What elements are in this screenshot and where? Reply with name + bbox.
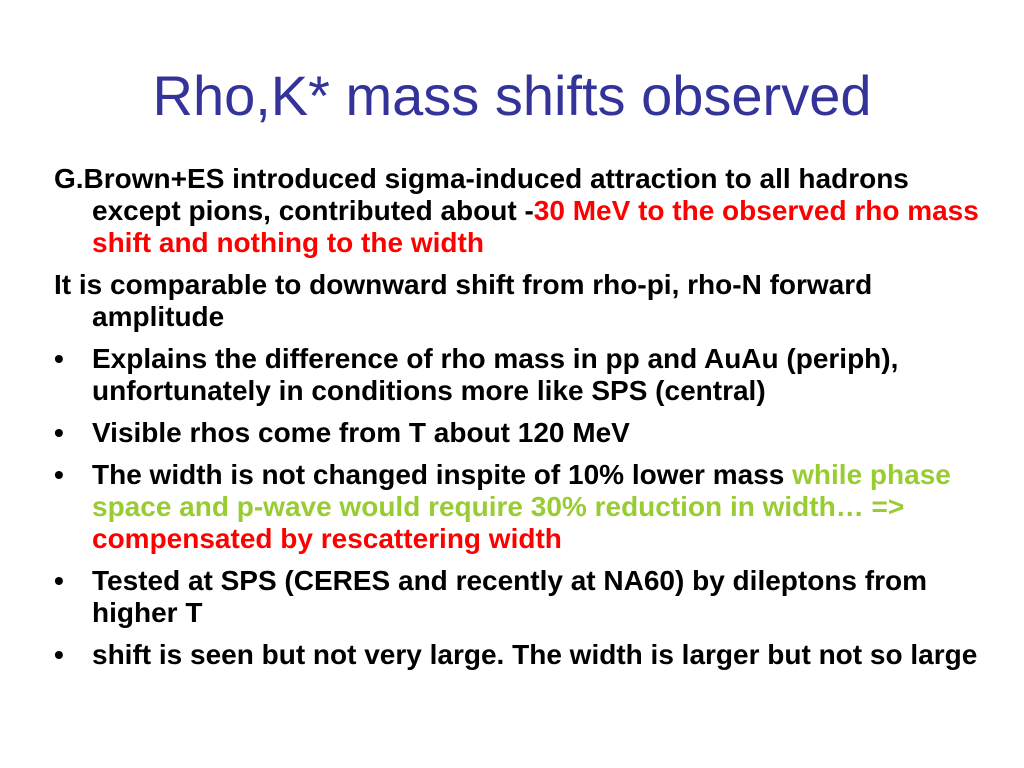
bullet-marker: • [54, 417, 64, 448]
text-segment-text: The width is not changed inspite of 10% lower mass [92, 459, 793, 490]
paragraph-item [54, 163, 984, 259]
text-segment-green: while phase space and p-wave would require 30% reduction in width… => [92, 459, 951, 522]
text-segment-text: Tested at SPS (CERES and recently at NA60) by dileptons from higher T [92, 565, 927, 628]
bullet-item [54, 343, 984, 407]
slide-title: Rho,K* mass shifts observed [152, 64, 872, 127]
paragraph-item [54, 269, 984, 333]
text-segment-text: G.Brown+ES introduced sigma-induced attraction to all hadrons except pions, contributed about - [54, 163, 909, 226]
text-segment-red: 30 MeV to the observed rho mass shift and nothing to the width [92, 195, 979, 258]
bullet-marker: • [54, 639, 64, 670]
body-text-list [54, 163, 984, 681]
text-segment-text: Explains the difference of rho mass in pp and AuAu (periph), unfortunately in conditions more like SPS (central) [92, 343, 899, 406]
bullet-item [54, 417, 984, 449]
text-segment-text: It is comparable to downward shift from rho-pi, rho-N forward amplitude [54, 269, 873, 332]
bullet-item [54, 459, 984, 555]
text-segment-text: Visible rhos come from T about 120 MeV [92, 417, 630, 448]
bullet-marker: • [54, 565, 64, 596]
bullet-item [54, 565, 984, 629]
bullet-marker: • [54, 459, 64, 490]
text-segment-text: shift is seen but not very large. The width is larger but not so large [92, 639, 978, 670]
bullet-marker: • [54, 343, 64, 374]
bullet-item [54, 639, 984, 671]
text-segment-red: compensated by rescattering width [92, 523, 562, 554]
